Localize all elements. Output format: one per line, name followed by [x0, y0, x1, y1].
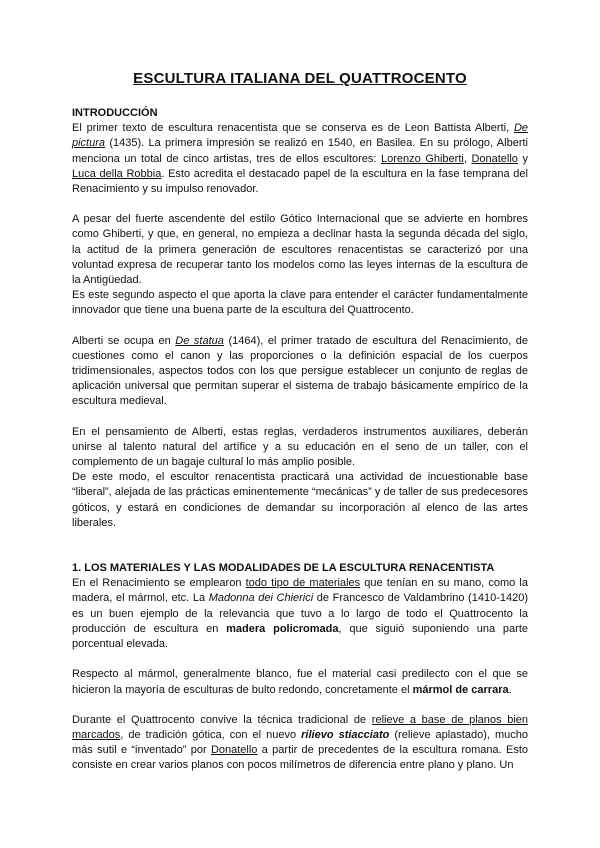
text-run: Durante el Quattrocento convive la técnica tradicional de: [72, 713, 372, 726]
text-run: Alberti se ocupa en: [72, 334, 176, 347]
text-run: .: [508, 683, 512, 696]
bold-italic-term: rilievo stiacciato: [301, 728, 390, 741]
section-1-paragraph-3: [72, 713, 528, 774]
text-run: a partir de precedentes de la escultura romana. Esto consiste en crear varios planos con pocos milímetros de diferencia entre plano y plano. Un: [72, 744, 528, 772]
link-de-pictura[interactable]: De pictura: [72, 122, 528, 150]
text-run: Respecto al mármol, generalmente blanco, fue el material casi predilecto con el que se hicieron la mayoría de esculturas de bulto redondo, concretamente el: [72, 668, 528, 696]
intro-heading: INTRODUCCIÓN: [72, 107, 158, 119]
italic-term: Madonna dei Chierici: [208, 592, 314, 605]
spacer: [72, 410, 528, 425]
text-run: y: [517, 152, 528, 165]
text-run: (1435). La primera impresión se realizó en 1540, en Basilea. En su prólogo, Alberti menciona un total de cinco artistas, tres de ellos escultores:: [72, 137, 528, 165]
link-donatello[interactable]: Donatello: [471, 152, 518, 165]
text-run: . Esto acredita el destacado papel de la escultura en la fase temprana del Renacimiento y su impulso renovador.: [72, 167, 528, 196]
bold-term: madera policromada: [226, 622, 339, 635]
intro-paragraph-6: De este modo, el escultor renacentista practicará una actividad de incuestionable base “liberal”, alejada de las prácticas eminentemente “mecánicas” y de taller de sus predecesores góticos, y estará en condiciones de demandar su incorporación al elenco de las artes liberales.: [72, 471, 528, 529]
link-relieve-planos[interactable]: relieve a base de planos bien marcados: [72, 713, 528, 741]
text-run: (1464), el primer tratado de escultura del Renacimiento, de cuestiones como el canon y las proporciones o la definición espacial de los cuerpos tridimensionales, aspectos todos con los que persigue establecer un conjunto de reglas de aplicación universal que permitan superar el sistema de trabajo básicamente empírico de la escultura medieval.: [72, 334, 528, 408]
link-lorenzo-ghiberti[interactable]: Lorenzo Ghiberti: [381, 152, 464, 165]
text-run: de Francesco de Valdambrino (1410-1420) es un buen ejemplo de la relevancia que tuvo a lo largo de todo el Quattrocento la producción de escultura en: [72, 592, 528, 635]
link-de-statua[interactable]: De statua: [175, 334, 224, 347]
section-1-heading: 1. LOS MATERIALES Y LAS MODALIDADES DE LA ESCULTURA RENACENTISTA: [72, 562, 495, 575]
intro-paragraph-1: [72, 121, 528, 197]
link-todo-tipo-de-materiales[interactable]: todo tipo de materiales: [245, 577, 361, 590]
text-run: que tenían en su mano, como la madera, el mármol, etc. La: [72, 577, 528, 605]
link-luca-della-robbia[interactable]: Luca della Robbia: [72, 167, 162, 180]
spacer: [72, 197, 528, 212]
text-run: En el Renacimiento se emplearon: [72, 577, 246, 590]
spacer: [72, 319, 528, 334]
intro-paragraph-5: En el pensamiento de Alberti, estas reglas, verdaderos instrumentos auxiliares, deberán unirse al talento natural del artífice y a su educación en el seno de un taller, con el complemento de un bagaje cultural lo más amplio posible.: [72, 425, 528, 469]
text-run: , de tradición gótica, con el nuevo: [120, 728, 302, 741]
link-donatello-2[interactable]: Donatello: [210, 744, 258, 757]
text-run: ,: [463, 152, 472, 165]
text-run: , que siguió suponiendo una parte porcentual elevada.: [72, 622, 528, 651]
spacer: [72, 698, 528, 713]
text-run: El primer texto de escultura renacentista que se conserva es de Leon Battista Alberti,: [72, 122, 514, 135]
intro-paragraph-4: [72, 334, 528, 410]
text-run: (relieve aplastado), mucho más sutil e “inventado” por: [72, 728, 528, 757]
section-1-paragraph-1: [72, 576, 528, 652]
bold-term: mármol de carrara: [412, 683, 509, 696]
intro-paragraph-3: Es este segundo aspecto el que aporta la clave para entender el carácter fundamentalmente innovador que tiene una buena parte de la escultura del Quattrocento.: [72, 289, 528, 317]
spacer: [72, 652, 528, 667]
spacer: [72, 531, 528, 561]
document-title: ESCULTURA ITALIANA DEL QUATTROCENTO: [133, 70, 467, 87]
intro-paragraph-2: A pesar del fuerte ascendente del estilo Gótico Internacional que se advierte en hombres como Ghiberti, y que, en general, no empieza a declinar hasta la segunda década del siglo, la actitud de la primera generación de escultores renacentistas se caracterizó por una voluntad expresa de recuperar tanto los modelos como las leyes internas de la escultura de la Antigüedad.: [72, 213, 528, 287]
section-1-paragraph-2: [72, 667, 528, 697]
